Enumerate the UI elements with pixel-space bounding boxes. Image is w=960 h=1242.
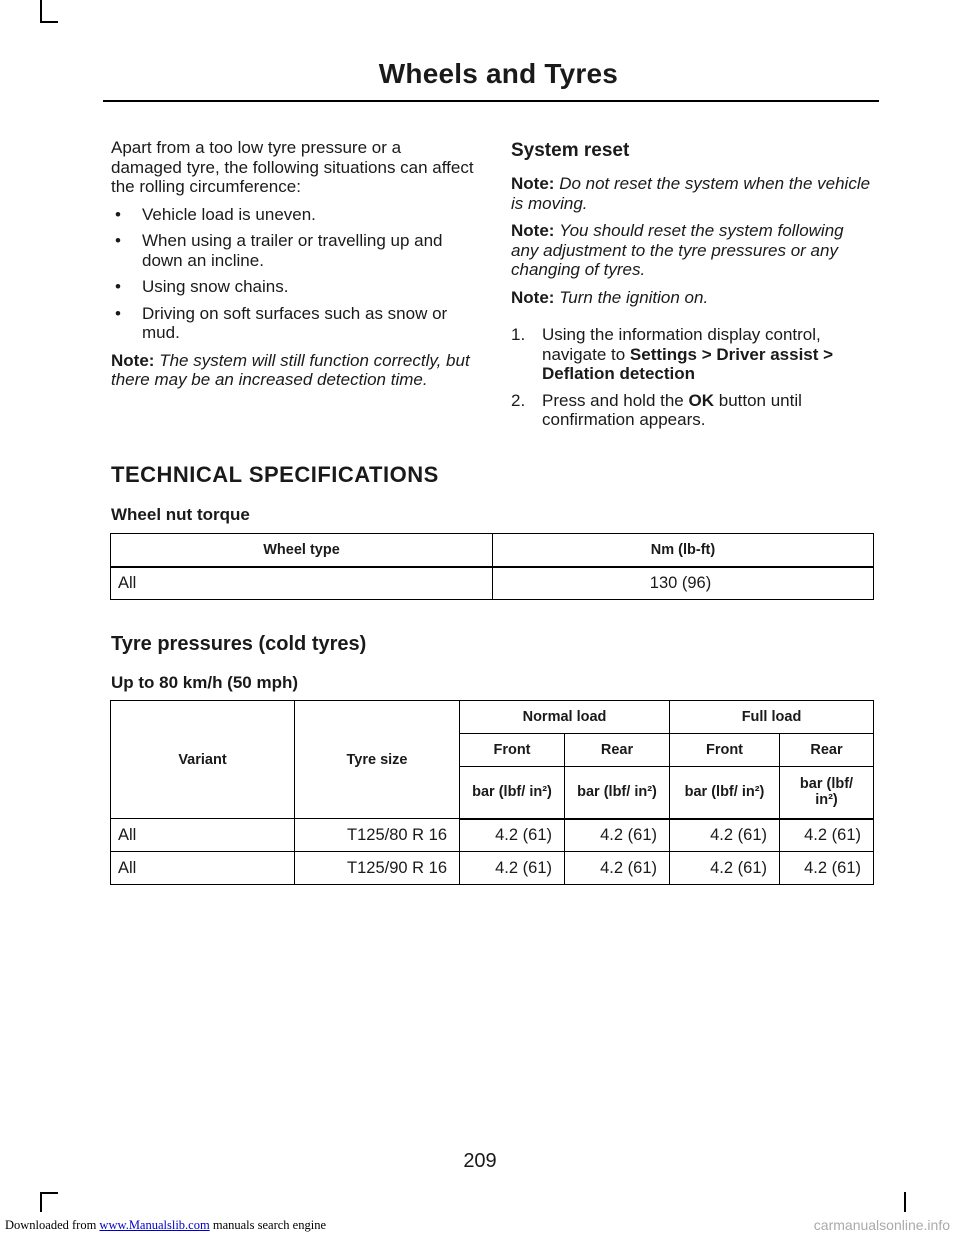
bullet-icon: • xyxy=(115,204,121,224)
crop-mark xyxy=(40,21,58,23)
pressure-table xyxy=(110,700,874,885)
table-row: All T125/90 R 16 4.2 (61) 4.2 (61) 4.2 (61) 4.2 (61) xyxy=(111,852,874,885)
speed-heading: Up to 80 km/h (50 mph) xyxy=(111,673,299,692)
table-header: Full load xyxy=(670,701,874,734)
table-header: Normal load xyxy=(460,701,670,734)
unit-header: bar (lbf/ in²) xyxy=(780,767,874,819)
steps-list xyxy=(511,325,873,430)
table-header: Rear xyxy=(565,734,670,767)
crop-mark xyxy=(40,0,42,22)
torque-table xyxy=(110,533,874,600)
note: Note: The system will still function correctly, but there may be an increased detection time. xyxy=(111,350,470,389)
table-header: Variant xyxy=(111,701,295,819)
table-header: Front xyxy=(460,734,565,767)
table-header: Rear xyxy=(780,734,874,767)
crop-mark xyxy=(904,1192,906,1212)
note: Note: Do not reset the system when the vehicle is moving. xyxy=(511,174,871,213)
bullet-icon: • xyxy=(115,231,121,250)
note: Note: Turn the ignition on. xyxy=(511,287,709,307)
crop-mark xyxy=(40,1192,42,1212)
list-item: • Vehicle load is uneven. xyxy=(115,204,316,224)
watermark-text: carmanualsonline.info xyxy=(813,1217,950,1233)
right-column xyxy=(511,138,873,437)
note: Note: You should reset the system following any adjustment to the tyre pressures or any changing of tyres. xyxy=(511,221,844,279)
list-item: • Driving on soft surfaces such as snow or mud. xyxy=(115,303,448,342)
bullet-icon: • xyxy=(115,303,121,323)
tech-specs-heading: TECHNICAL SPECIFICATIONS xyxy=(111,462,439,487)
list-item: • When using a trailer or travelling up and down an incline. xyxy=(115,231,443,270)
page-number: 209 xyxy=(463,1150,497,1172)
table-row: All 130 (96) xyxy=(111,567,874,600)
bullet-icon: • xyxy=(115,277,121,296)
table-header: Nm (lb-ft) xyxy=(493,534,874,567)
table-header: Wheel type xyxy=(111,534,493,567)
table-row: All T125/80 R 16 4.2 (61) 4.2 (61) 4.2 (61) 4.2 (61) xyxy=(111,819,874,852)
torque-heading: Wheel nut torque xyxy=(111,505,250,524)
table-header: Front xyxy=(670,734,780,767)
pressure-heading: Tyre pressures (cold tyres) xyxy=(111,633,367,655)
list-item: • Using snow chains. xyxy=(115,277,289,296)
intro-paragraph: Apart from a too low tyre pressure or a damaged tyre, the following situations can affect the rolling circumference: xyxy=(111,138,474,196)
header-divider xyxy=(103,100,879,102)
section-heading: System reset xyxy=(511,140,630,161)
crop-mark xyxy=(40,1192,58,1194)
unit-header: bar (lbf/ in²) xyxy=(565,767,670,819)
unit-header: bar (lbf/ in²) xyxy=(670,767,780,819)
manualslib-link[interactable]: www.Manualslib.com xyxy=(99,1218,210,1232)
page-title: Wheels and Tyres xyxy=(378,58,618,89)
left-column xyxy=(111,138,476,398)
list-item: 2. Press and hold the OK button until confirmation appears. xyxy=(511,390,802,429)
download-footer: Downloaded from www.Manualslib.com manuals search engine xyxy=(5,1218,326,1232)
table-header: Tyre size xyxy=(295,701,460,819)
list-item: 1. Using the information display control, navigate to Settings > Driver assist > Deflation detection xyxy=(511,325,834,383)
situation-list xyxy=(111,205,476,343)
unit-header: bar (lbf/ in²) xyxy=(460,767,565,819)
